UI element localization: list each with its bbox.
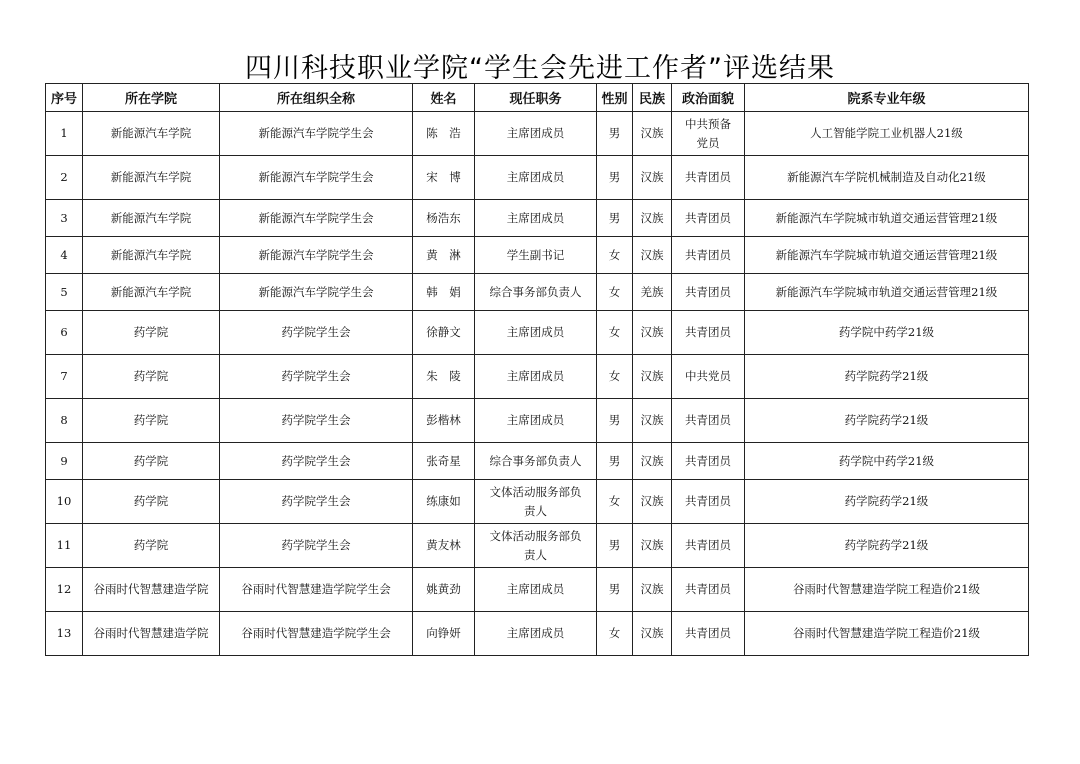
cell-index: 9 (46, 443, 83, 480)
cell-ethnicity: 羌族 (633, 274, 672, 311)
cell-gender: 女 (597, 480, 633, 524)
cell-organization: 药学院学生会 (220, 443, 413, 480)
table-row (46, 274, 1029, 311)
cell-position: 主席团成员 (475, 568, 597, 612)
cell-college: 新能源汽车学院 (83, 274, 220, 311)
table-row (46, 568, 1029, 612)
cell-organization: 药学院学生会 (220, 355, 413, 399)
cell-college: 谷雨时代智慧建造学院 (83, 612, 220, 656)
header-cell: 现任职务 (475, 84, 597, 112)
cell-ethnicity: 汉族 (633, 311, 672, 355)
table-row (46, 443, 1029, 480)
cell-political-status: 共青团员 (672, 524, 745, 568)
cell-department-major: 药学院中药学21级 (745, 311, 1029, 355)
cell-index: 3 (46, 200, 83, 237)
cell-index: 2 (46, 156, 83, 200)
cell-gender: 女 (597, 237, 633, 274)
cell-organization: 新能源汽车学院学生会 (220, 112, 413, 156)
cell-name: 彭楷林 (413, 399, 475, 443)
cell-name: 练康如 (413, 480, 475, 524)
table-row (46, 399, 1029, 443)
header-row (46, 84, 1029, 112)
cell-organization: 药学院学生会 (220, 399, 413, 443)
cell-gender: 女 (597, 612, 633, 656)
cell-ethnicity: 汉族 (633, 237, 672, 274)
cell-position: 主席团成员 (475, 156, 597, 200)
cell-ethnicity: 汉族 (633, 399, 672, 443)
cell-index: 12 (46, 568, 83, 612)
cell-college: 谷雨时代智慧建造学院 (83, 568, 220, 612)
cell-position: 主席团成员 (475, 355, 597, 399)
cell-name: 姚黄劲 (413, 568, 475, 612)
cell-position: 综合事务部负责人 (475, 443, 597, 480)
header-cell: 姓名 (413, 84, 475, 112)
cell-political-status: 中共预备党员 (672, 112, 745, 156)
header-cell: 序号 (46, 84, 83, 112)
cell-organization: 新能源汽车学院学生会 (220, 200, 413, 237)
cell-organization: 药学院学生会 (220, 311, 413, 355)
cell-ethnicity: 汉族 (633, 443, 672, 480)
results-table (45, 83, 1029, 656)
cell-department-major: 药学院药学21级 (745, 524, 1029, 568)
cell-college: 药学院 (83, 399, 220, 443)
cell-department-major: 谷雨时代智慧建造学院工程造价21级 (745, 568, 1029, 612)
cell-index: 1 (46, 112, 83, 156)
cell-organization: 谷雨时代智慧建造学院学生会 (220, 568, 413, 612)
cell-index: 11 (46, 524, 83, 568)
header-cell: 院系专业年级 (745, 84, 1029, 112)
cell-index: 7 (46, 355, 83, 399)
cell-ethnicity: 汉族 (633, 355, 672, 399)
cell-organization: 新能源汽车学院学生会 (220, 237, 413, 274)
cell-gender: 男 (597, 399, 633, 443)
cell-political-status: 共青团员 (672, 274, 745, 311)
cell-position: 综合事务部负责人 (475, 274, 597, 311)
cell-ethnicity: 汉族 (633, 612, 672, 656)
cell-index: 5 (46, 274, 83, 311)
cell-ethnicity: 汉族 (633, 112, 672, 156)
cell-department-major: 人工智能学院工业机器人21级 (745, 112, 1029, 156)
cell-ethnicity: 汉族 (633, 156, 672, 200)
table-row (46, 112, 1029, 156)
cell-department-major: 新能源汽车学院城市轨道交通运营管理21级 (745, 200, 1029, 237)
cell-gender: 男 (597, 200, 633, 237)
cell-ethnicity: 汉族 (633, 480, 672, 524)
cell-political-status: 共青团员 (672, 237, 745, 274)
page-title: 四川科技职业学院“学生会先进工作者”评选结果 (245, 53, 835, 84)
cell-name: 徐静文 (413, 311, 475, 355)
cell-name: 韩 娟 (413, 274, 475, 311)
header-cell: 所在组织全称 (220, 84, 413, 112)
cell-gender: 男 (597, 443, 633, 480)
cell-position: 文体活动服务部负责人 (475, 480, 597, 524)
cell-index: 10 (46, 480, 83, 524)
cell-ethnicity: 汉族 (633, 524, 672, 568)
cell-gender: 男 (597, 156, 633, 200)
cell-gender: 女 (597, 274, 633, 311)
cell-college: 新能源汽车学院 (83, 156, 220, 200)
cell-department-major: 新能源汽车学院城市轨道交通运营管理21级 (745, 237, 1029, 274)
cell-position: 文体活动服务部负责人 (475, 524, 597, 568)
cell-position: 学生副书记 (475, 237, 597, 274)
cell-political-status: 中共党员 (672, 355, 745, 399)
cell-organization: 谷雨时代智慧建造学院学生会 (220, 612, 413, 656)
cell-name: 陈 浩 (413, 112, 475, 156)
cell-college: 新能源汽车学院 (83, 237, 220, 274)
cell-department-major: 药学院药学21级 (745, 480, 1029, 524)
cell-college: 新能源汽车学院 (83, 200, 220, 237)
header-cell: 政治面貌 (672, 84, 745, 112)
cell-organization: 药学院学生会 (220, 480, 413, 524)
cell-department-major: 药学院中药学21级 (745, 443, 1029, 480)
cell-index: 8 (46, 399, 83, 443)
cell-organization: 新能源汽车学院学生会 (220, 274, 413, 311)
header-cell: 民族 (633, 84, 672, 112)
cell-gender: 男 (597, 524, 633, 568)
cell-ethnicity: 汉族 (633, 568, 672, 612)
cell-ethnicity: 汉族 (633, 200, 672, 237)
table-row (46, 200, 1029, 237)
cell-index: 13 (46, 612, 83, 656)
cell-college: 药学院 (83, 355, 220, 399)
cell-college: 药学院 (83, 524, 220, 568)
cell-department-major: 新能源汽车学院城市轨道交通运营管理21级 (745, 274, 1029, 311)
cell-political-status: 共青团员 (672, 480, 745, 524)
cell-name: 朱 陵 (413, 355, 475, 399)
cell-political-status: 共青团员 (672, 568, 745, 612)
cell-name: 张奇星 (413, 443, 475, 480)
cell-college: 药学院 (83, 443, 220, 480)
cell-political-status: 共青团员 (672, 156, 745, 200)
cell-organization: 药学院学生会 (220, 524, 413, 568)
cell-department-major: 谷雨时代智慧建造学院工程造价21级 (745, 612, 1029, 656)
cell-position: 主席团成员 (475, 200, 597, 237)
cell-name: 杨浩东 (413, 200, 475, 237)
cell-index: 4 (46, 237, 83, 274)
header-cell: 所在学院 (83, 84, 220, 112)
cell-college: 新能源汽车学院 (83, 112, 220, 156)
cell-organization: 新能源汽车学院学生会 (220, 156, 413, 200)
cell-name: 黄友林 (413, 524, 475, 568)
cell-position: 主席团成员 (475, 612, 597, 656)
cell-department-major: 药学院药学21级 (745, 399, 1029, 443)
cell-college: 药学院 (83, 311, 220, 355)
table-row (46, 612, 1029, 656)
cell-college: 药学院 (83, 480, 220, 524)
cell-position: 主席团成员 (475, 311, 597, 355)
cell-position: 主席团成员 (475, 112, 597, 156)
cell-gender: 男 (597, 568, 633, 612)
cell-gender: 女 (597, 311, 633, 355)
cell-political-status: 共青团员 (672, 311, 745, 355)
table-row (46, 524, 1029, 568)
table-row (46, 355, 1029, 399)
header-cell: 性别 (597, 84, 633, 112)
cell-political-status: 共青团员 (672, 443, 745, 480)
cell-index: 6 (46, 311, 83, 355)
table-row (46, 237, 1029, 274)
cell-political-status: 共青团员 (672, 200, 745, 237)
cell-name: 宋 博 (413, 156, 475, 200)
table-row (46, 311, 1029, 355)
cell-department-major: 新能源汽车学院机械制造及自动化21级 (745, 156, 1029, 200)
cell-gender: 女 (597, 355, 633, 399)
table-row (46, 156, 1029, 200)
table-row (46, 480, 1029, 524)
cell-gender: 男 (597, 112, 633, 156)
cell-name: 黄 淋 (413, 237, 475, 274)
cell-political-status: 共青团员 (672, 612, 745, 656)
cell-name: 向铮妍 (413, 612, 475, 656)
cell-department-major: 药学院药学21级 (745, 355, 1029, 399)
cell-political-status: 共青团员 (672, 399, 745, 443)
cell-position: 主席团成员 (475, 399, 597, 443)
